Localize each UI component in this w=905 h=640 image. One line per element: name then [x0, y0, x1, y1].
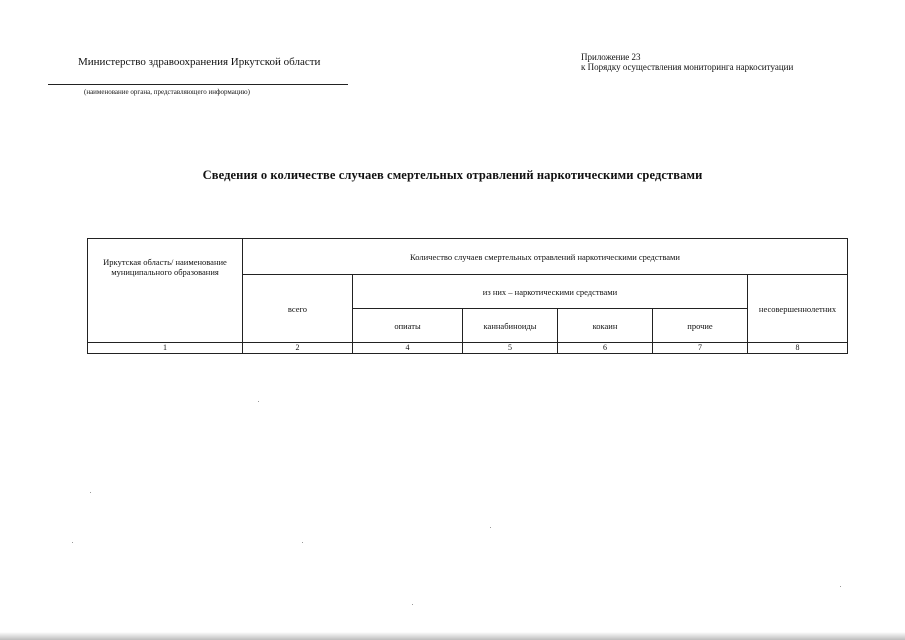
organization-caption: (наименование органа, представляющего информацию)	[84, 88, 250, 96]
scan-speck	[258, 401, 259, 402]
region-header-cell: Иркутская область/ наименование муниципального образования	[88, 239, 243, 343]
cocaine-header-cell: кокаин	[558, 309, 653, 343]
scan-speck	[490, 527, 491, 528]
appendix-procedure: к Порядку осуществления мониторинга наркоситуации	[581, 62, 794, 72]
cannabinoids-header-cell: каннабиноиды	[463, 309, 558, 343]
column-number-cell: 8	[748, 343, 848, 354]
appendix-reference	[581, 52, 793, 72]
total-header-cell: всего	[243, 275, 353, 343]
header-row-1	[88, 239, 848, 275]
other-header-cell: прочие	[653, 309, 748, 343]
of-which-header-cell: из них – наркотическими средствами	[353, 275, 748, 309]
column-number-cell: 2	[243, 343, 353, 354]
column-number-cell: 6	[558, 343, 653, 354]
organization-underline	[48, 84, 348, 85]
column-number-cell: 4	[353, 343, 463, 354]
scan-speck	[302, 542, 303, 543]
column-number-cell: 5	[463, 343, 558, 354]
opiates-header-cell: опиаты	[353, 309, 463, 343]
scan-speck	[72, 542, 73, 543]
scan-bottom-edge	[0, 632, 905, 640]
column-number-cell: 1	[88, 343, 243, 354]
appendix-number: Приложение 23	[581, 52, 641, 62]
report-table	[87, 238, 848, 354]
scan-speck	[840, 586, 841, 587]
scan-speck	[90, 492, 91, 493]
column-number-row	[88, 343, 848, 354]
column-number-cell: 7	[653, 343, 748, 354]
minors-header-cell: несовершеннолетних	[748, 275, 848, 343]
cases-header-cell: Количество случаев смертельных отравлений наркотическими средствами	[243, 239, 848, 275]
document-title: Сведения о количестве случаев смертельных отравлений наркотическими средствами	[202, 168, 703, 182]
organization-name: Министерство здравоохранения Иркутской области	[78, 56, 321, 68]
scan-speck	[412, 604, 413, 605]
